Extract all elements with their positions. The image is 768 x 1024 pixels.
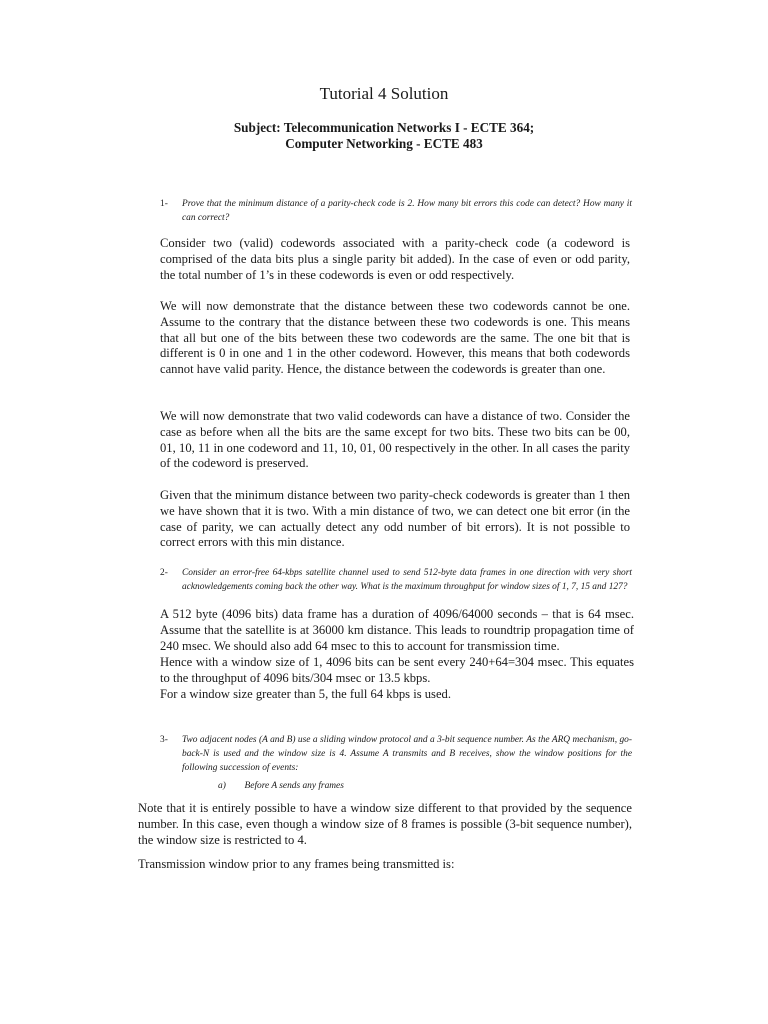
subject-line-2: Computer Networking - ECTE 483 [285,136,483,151]
question-2-text: Consider an error-free 64-kbps satellite channel used to send 512-byte data frames in one direction with very short acknowledgements coming back the other way. What is the maximum throughput for window sizes of 1, 7, 15 and 127? [182,568,632,592]
subject-heading [0,120,768,152]
question-3 [160,733,632,777]
q2-answer-para-2: Hence with a window size of 1, 4096 bits can be sent every 240+64=304 msec. This equates to the throughput of 4096 bits/304 msec or 13.5 kbps. [160,655,634,685]
question-1-number: 1- [160,199,168,209]
question-1 [160,197,632,227]
question-2 [160,566,632,596]
q1-answer-para-1: Consider two (valid) codewords associated with a parity-check code (a codeword is comprised of the data bits plus a single parity bit added). In the case of even or odd parity, the total number of 1’s in these codewords is even or odd respectively. [160,236,630,282]
question-1-text: Prove that the minimum distance of a parity-check code is 2. How many bit errors this code can detect? How many it can correct? [182,199,632,223]
q3-answer-para-2: Transmission window prior to any frames being transmitted is: [138,857,455,871]
question-3-text: Two adjacent nodes (A and B) use a sliding window protocol and a 3-bit sequence number. As the ARQ mechanism, go-back-N is used and the window size is 4. Assume A transmits and B receives, show the window positions for the following succession of events: [182,735,632,773]
page-title: Tutorial 4 Solution [319,84,449,103]
q2-answer-para-1: A 512 byte (4096 bits) data frame has a duration of 4096/64000 seconds – that is 64 msec. Assume that the satellite is at 36000 km distance. This leads to roundtrip propagation time of 240 msec. We should also add 64 msec to this to account for transmission time. [160,607,634,653]
question-3-number: 3- [160,735,168,745]
q2-answer-para-3: For a window size greater than 5, the full 64 kbps is used. [160,687,451,701]
question-2-number: 2- [160,568,168,578]
question-3-subpart-a: a) Before A sends any frames [218,781,344,791]
subject-line-1: Subject: Telecommunication Networks I - ECTE 364; [233,120,535,135]
q1-answer-para-2: We will now demonstrate that the distance between these two codewords cannot be one. Assume to the contrary that the distance between these two codewords is one. This means that all but one of the bits between these two codewords are the same. The one bit that is different is 0 in one and 1 in the other codeword. However, this means that both codewords cannot have valid parity. Hence, the distance between the codewords is greater than one. [160,299,630,377]
q3-answer-para-1: Note that it is entirely possible to have a window size different to that provided by the sequence number. In this case, even though a window size of 8 frames is possible (3-bit sequence number), the window size is restricted to 4. [138,801,632,847]
q1-answer-para-4: Given that the minimum distance between two parity-check codewords is greater than 1 then we have shown that it is two. With a min distance of two, we can detect one bit error (in the case of parity, we can actually detect any odd number of bit errors). It is not possible to correct errors with this min distance. [160,488,630,550]
q1-answer-para-3: We will now demonstrate that two valid codewords can have a distance of two. Consider the case as before when all the bits are the same except for two bits. These two bits can be 00, 01, 10, 11 in one codeword and 11, 10, 01, 00 respectively in the other. In all cases the parity of the codeword is preserved. [160,409,630,471]
